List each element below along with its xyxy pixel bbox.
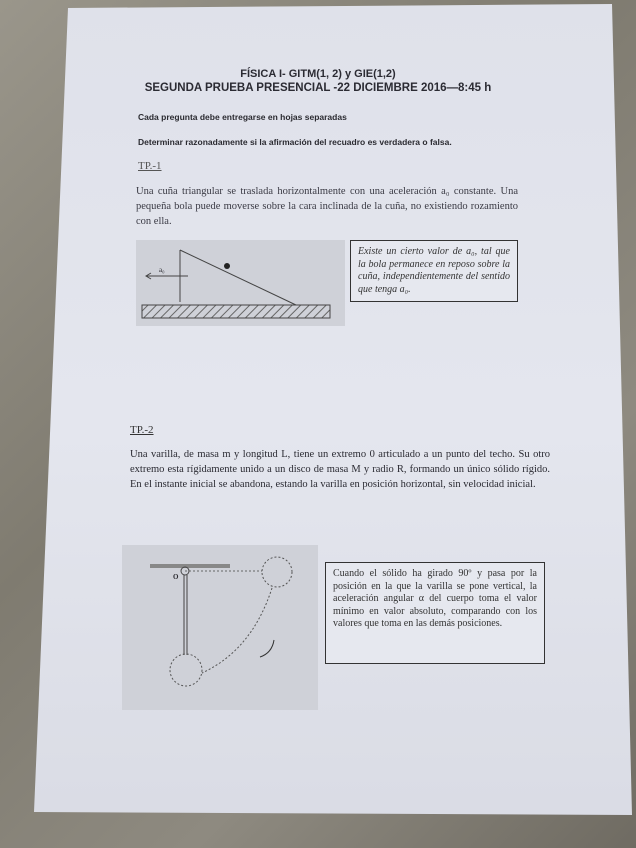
rotation-arrow-icon — [260, 640, 274, 657]
tp1-claim-box: Existe un cierto valor de a₀, tal que la bola permanece en reposo sobre la cuña, independientemente del sentido que tenga a₀. — [350, 240, 518, 302]
wedge-figure — [136, 240, 345, 326]
tp2-heading: TP.-2 — [130, 424, 154, 436]
tp1-heading: TP.-1 — [138, 160, 162, 172]
title-line-1: FÍSICA I- GITM(1, 2) y GIE(1,2) — [240, 68, 396, 80]
instruction-determine: Determinar razonadamente si la afirmación del recuadro es verdadera o falsa. — [138, 137, 452, 147]
pivot-label: O — [173, 573, 179, 581]
title-line-2: SEGUNDA PRUEBA PRESENCIAL -22 DICIEMBRE 2016—8:45 h — [144, 82, 492, 94]
wedge-diagram — [136, 240, 345, 326]
ball-icon — [224, 263, 230, 269]
pendulum-figure — [122, 545, 318, 710]
instruction-separate: Cada pregunta debe entregarse en hojas separadas — [138, 112, 347, 122]
acceleration-label: a₀ — [159, 266, 165, 274]
tp2-claim-box: Cuando el sólido ha girado 90º y pasa por la posición en la que la varilla se pone vertical, la aceleración angular α del cuerpo toma el valor mínimo en valor absoluto, comparando con los valores que toma en las demás posiciones. — [325, 562, 545, 664]
tp1-statement: Una cuña triangular se traslada horizontalmente con una aceleración a₀ constante. Una pequeña bola puede moverse sobre la cara inclinada de la cuña, no existiendo rozamiento con ella. — [136, 186, 518, 227]
tp2-statement: Una varilla, de masa m y longitud L, tiene un extremo 0 articulado a un punto del techo. Su otro extremo esta rígidamente unido a un disco de masa M y radio R, formando un único sólido rígido. En el instante inicial se abandona, estando la varilla en posición horizontal, sin velocidad inicial. — [130, 449, 550, 490]
pendulum-diagram — [122, 545, 318, 710]
